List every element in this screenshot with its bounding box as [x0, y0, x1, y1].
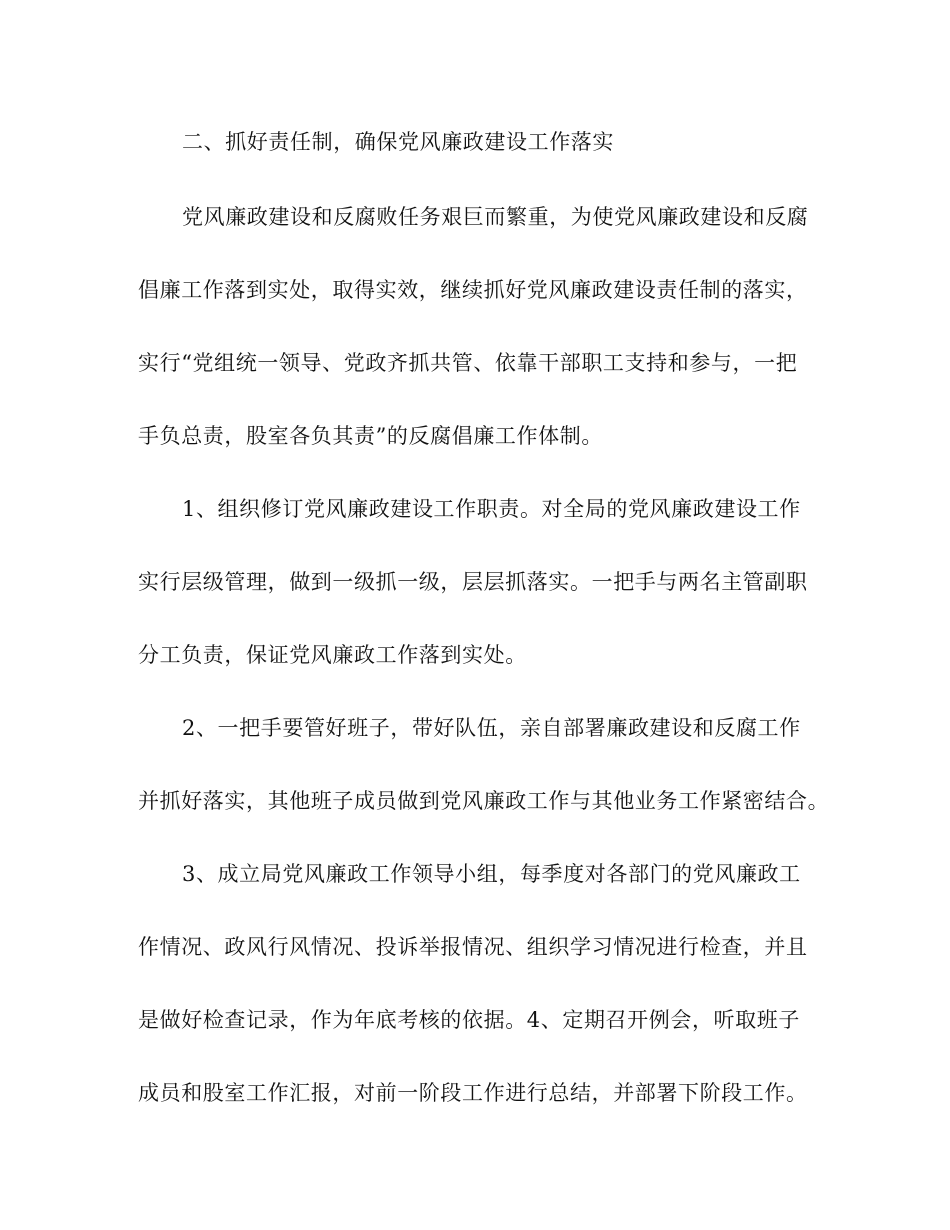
paragraph-line: 3、成立局党风廉政工作领导小组，每季度对各部门的党风廉政工 — [182, 862, 801, 886]
paragraph-line: 分工负责，保证党风廉政工作落到实处。 — [138, 643, 527, 667]
paragraph-line: 作情况、政风行风情况、投诉举报情况、组织学习情况进行检查，并且 — [138, 935, 808, 959]
paragraph-line: 党风廉政建设和反腐败任务艰巨而繁重，为使党风廉政建设和反腐 — [182, 205, 809, 229]
section-heading: 二、抓好责任制，确保党风廉政建设工作落实 — [182, 130, 614, 154]
paragraph-line: 并抓好落实，其他班子成员做到党风廉政工作与其他业务工作紧密结合。 — [138, 789, 830, 813]
paragraph-line: 2、一把手要管好班子，带好队伍，亲自部署廉政建设和反腐工作 — [182, 716, 801, 740]
paragraph-line: 实行“党组统一领导、党政齐抓共管、依靠干部职工支持和参与，一把 — [138, 351, 798, 375]
paragraph-line: 倡廉工作落到实处，取得实效，继续抓好党风廉政建设责任制的落实， — [138, 278, 808, 302]
paragraph-line: 成员和股室工作汇报，对前一阶段工作进行总结，并部署下阶段工作。 — [138, 1081, 808, 1105]
paragraph-line: 手负总责，股室各负其责”的反腐倡廉工作体制。 — [138, 424, 603, 448]
paragraph-line: 1、组织修订党风廉政建设工作职责。对全局的党风廉政建设工作 — [182, 497, 801, 521]
paragraph-line: 实行层级管理，做到一级抓一级，层层抓落实。一把手与两名主管副职 — [138, 570, 808, 594]
paragraph-line: 是做好检查记录，作为年底考核的依据。4、定期召开例会，听取班子 — [138, 1008, 800, 1032]
